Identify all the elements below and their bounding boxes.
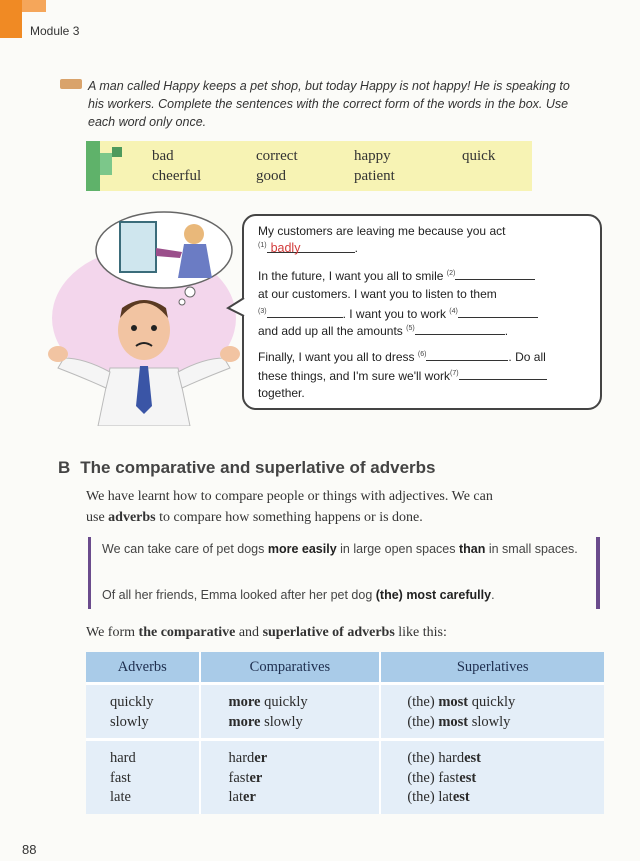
speech-line <box>258 306 538 321</box>
form-text: We form <box>86 625 136 640</box>
exercise-instruction: A man called Happy keeps a pet shop, but today Happy is not happy! He is speaking to his workers. Complete the sentences with the correct form of the words in the box. Use each word only once. <box>88 79 570 129</box>
comparatives-cell <box>200 684 381 740</box>
header-comparatives: Comparatives <box>200 652 381 684</box>
example-sentence-2 <box>102 586 495 604</box>
adverb: slowly <box>110 713 149 730</box>
word-box-icon-square <box>112 147 122 157</box>
speech-text: these things, and I'm sure we'll work <box>258 369 450 383</box>
superlative-stem: hard <box>438 750 465 766</box>
superlative-stem: lat <box>438 789 453 805</box>
form-intro <box>86 622 447 643</box>
example-text: We can take care of pet dogs <box>102 542 265 556</box>
shopkeeper-eye <box>131 325 137 331</box>
example-text: in small spaces. <box>488 542 578 556</box>
answer-blank-1[interactable] <box>267 241 355 253</box>
comparative-keyword: more <box>228 713 261 730</box>
comparative-stem: hard <box>228 750 255 766</box>
adverbs-cell <box>86 740 200 814</box>
intro-text: to compare how something happens or is done. <box>159 510 423 525</box>
superlatives-cell <box>380 684 604 740</box>
speech-line <box>258 349 546 364</box>
superlative <box>407 693 604 713</box>
corner-tab <box>0 0 22 38</box>
superlative-keyword: most <box>438 713 469 730</box>
adverbs-cell <box>86 684 200 740</box>
speech-text: and add up all the amounts <box>258 324 403 338</box>
word-patient: patient <box>354 168 395 184</box>
superlative-suffix: est <box>452 789 470 805</box>
comparative-suffix: er <box>243 789 256 805</box>
speech-text: at our customers. I want you to listen to them <box>258 287 497 301</box>
word-box-icon-block <box>100 153 112 175</box>
speech-line <box>258 386 305 400</box>
superlative-word: quickly <box>471 694 516 710</box>
page-number: 88 <box>22 842 37 857</box>
comparatives-cell <box>200 740 381 814</box>
example-text: . <box>491 588 495 602</box>
header-superlatives: Superlatives <box>380 652 604 684</box>
comparative <box>229 713 380 733</box>
thought-dot <box>179 299 185 305</box>
comparative-word: quickly <box>264 694 308 710</box>
superlative <box>407 713 604 733</box>
section-heading <box>58 458 436 478</box>
intro-line-1: We have learnt how to compare people or things with adjectives. We can <box>86 489 493 504</box>
speech-line: and add up all the amounts $^{(5)}$ . <box>258 324 509 338</box>
comparative-word: slowly <box>264 713 303 730</box>
speech-bubble-tail <box>226 296 246 318</box>
word-bad: bad <box>152 148 174 164</box>
word-happy: happy <box>354 148 391 164</box>
adverb: late <box>110 789 131 805</box>
superlative-suffix: est <box>464 750 482 766</box>
example-keyword: (the) most carefully <box>375 588 492 602</box>
superlative <box>407 749 604 769</box>
intro-text: use <box>86 510 105 525</box>
comparative-suffix: er <box>249 769 263 786</box>
example-answer: badly <box>270 241 301 255</box>
word-good: good <box>256 168 286 184</box>
speech-text: . Do all <box>508 350 546 364</box>
exercise-marker-icon <box>60 79 82 89</box>
speech-text: My customers are leaving me because you act <box>258 224 506 238</box>
shop-door <box>120 222 156 272</box>
example-keyword: than <box>458 542 486 556</box>
example-keyword: more easily <box>267 542 337 556</box>
answer-blank-5[interactable] <box>415 323 505 335</box>
intro-line-2 <box>86 507 423 528</box>
speech-text: Finally, I want you all to dress <box>258 350 415 364</box>
form-text: like this: <box>398 625 447 640</box>
superlative-article: (the) <box>407 789 435 805</box>
superlative-article: (the) <box>407 750 435 766</box>
word-box-icon <box>86 141 100 191</box>
example-text: in large open spaces <box>340 542 456 556</box>
superlatives-cell <box>380 740 604 814</box>
example-box-right-bar <box>596 537 600 609</box>
table-header-row <box>86 652 604 684</box>
answer-blank-3[interactable] <box>267 306 343 318</box>
superlative <box>407 769 604 789</box>
header-adverbs: Adverbs <box>86 652 200 684</box>
answer-blank-4[interactable] <box>458 306 538 318</box>
shopkeeper-left-hand <box>48 346 68 362</box>
blank-number: (3) <box>258 308 267 315</box>
word-quick: quick <box>462 148 496 164</box>
corner-tab-accent <box>22 0 46 12</box>
blank-number: (7) <box>450 370 459 377</box>
customer-head <box>184 224 204 244</box>
module-label: Module 3 <box>30 24 80 38</box>
superlative-suffix: est <box>459 769 477 786</box>
example-box-left-bar <box>88 537 91 609</box>
comparative-suffix: er <box>254 750 268 766</box>
speech-line <box>258 368 547 383</box>
form-keyword: the comparative <box>138 625 236 640</box>
form-keyword: superlative of adverbs <box>262 625 395 640</box>
superlative-article: (the) <box>407 694 435 710</box>
comparative <box>229 788 380 808</box>
superlative-article: (the) <box>407 713 435 730</box>
shopkeeper-eye <box>151 325 157 331</box>
comparative <box>229 769 380 789</box>
speech-line <box>258 224 505 238</box>
table-row <box>86 684 604 740</box>
adverb: fast <box>110 769 131 786</box>
blank-number: (5) <box>406 325 415 332</box>
section-title: The comparative and superlative of adverbs <box>80 458 436 477</box>
answer-blank-2[interactable] <box>455 268 535 280</box>
superlative-stem: fast <box>438 769 460 786</box>
comparative <box>229 749 380 769</box>
answer-blank-6[interactable] <box>426 349 508 361</box>
thought-dot <box>185 287 195 297</box>
speech-text: together. <box>258 386 305 400</box>
table-row <box>86 740 604 814</box>
example-text: Of all her friends, Emma looked after her pet dog <box>102 588 373 602</box>
customer-body <box>178 244 212 278</box>
word-cheerful: cheerful <box>152 168 202 184</box>
speech-line <box>258 268 535 283</box>
superlative <box>407 788 604 808</box>
blank-number: (6) <box>417 351 427 358</box>
superlative-word: slowly <box>471 713 511 730</box>
adverb: hard <box>110 750 136 766</box>
superlative-article: (the) <box>407 769 435 786</box>
intro-keyword: adverbs <box>108 510 156 525</box>
form-text: and <box>238 625 260 640</box>
shopkeeper-right-hand <box>220 346 240 362</box>
comparative-stem: fast <box>228 769 250 786</box>
word-correct: correct <box>256 148 298 164</box>
speech-line: $^{(1)}$ badly . <box>258 241 358 255</box>
adverbs-table <box>86 652 604 814</box>
adverb: quickly <box>110 694 154 710</box>
blank-number: (2) <box>446 270 456 277</box>
superlative-keyword: most <box>438 694 469 710</box>
speech-line <box>258 287 497 301</box>
comparative <box>229 693 380 713</box>
comparative-stem: lat <box>228 789 244 805</box>
speech-text: In the future, I want you all to smile <box>258 269 444 283</box>
example-sentence-1 <box>102 540 582 558</box>
speech-text: . I want you to work <box>342 307 446 321</box>
answer-blank-7[interactable] <box>459 368 547 380</box>
shopkeeper-illustration <box>44 208 244 426</box>
comparative-keyword: more <box>228 694 261 710</box>
blank-number: (4) <box>449 308 458 315</box>
blank-number: (1) <box>258 242 267 249</box>
section-letter: B <box>58 458 71 477</box>
